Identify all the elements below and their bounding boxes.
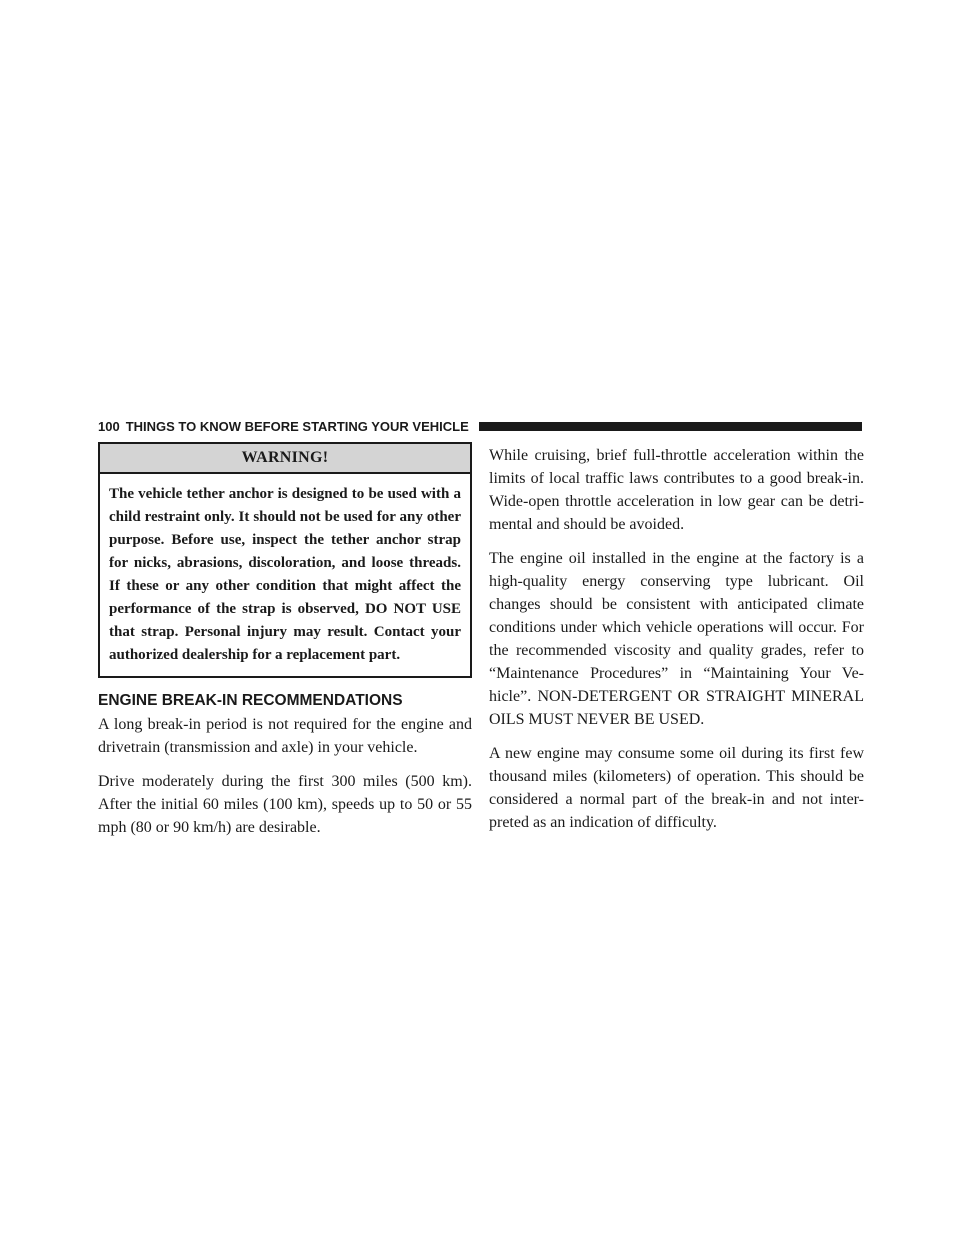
warning-body: The vehicle tether anchor is designed to be used with a child restraint only. It should not be used for any other purpose. Before use, inspect the tether anchor strap for nicks, abrasions, discoloration, and loose threads. If these or any other condition that might affect the performance of the strap is observed, DO NOT USE that strap. Personal injury may result. Contact your authorized dealership for a replacement part. — [109, 486, 461, 663]
warning-box — [98, 442, 472, 678]
running-header — [98, 416, 862, 436]
left-column — [98, 442, 472, 850]
page-number: 100 — [98, 418, 120, 434]
body-paragraph: While cruising, brief full-throttle acceleration within the limits of local traffic laws contributes to a good break-in. Wide-open throttle acceleration in low gear can be detri- mental and should be avoided. — [489, 447, 864, 533]
header-rule — [479, 422, 862, 431]
running-header-title: THINGS TO KNOW BEFORE STARTING YOUR VEHICLE — [125, 418, 469, 434]
warning-title: WARNING! — [100, 444, 470, 474]
section-heading: ENGINE BREAK-IN RECOMMENDATIONS — [98, 692, 403, 709]
body-paragraph: Drive moderately during the first 300 miles (500 km). After the initial 60 miles (100 km), speeds up to 50 or 55 mph (80 or 90 km/h) are desirable. — [98, 773, 472, 836]
body-paragraph: The engine oil installed in the engine at the factory is a high-quality energy conserving type lubricant. Oil changes should be consistent with anticipated climate conditions under which vehicle operations will occur. For the recommended viscosity and quality grades, refer to “Maintenance Procedures” in “Maintaining Your Ve- hicle”. NON-DETERGENT OR STRAIGHT MINERAL OILS MUST NEVER BE USED. — [489, 550, 864, 728]
body-paragraph: A long break-in period is not required for the engine and drivetrain (transmission and axle) in your vehicle. — [98, 716, 472, 756]
body-paragraph: A new engine may consume some oil during its first few thousand miles (kilometers) of operation. This should be considered a normal part of the break-in and not inter- preted as an indication of difficulty. — [489, 745, 864, 831]
right-column — [489, 444, 864, 845]
